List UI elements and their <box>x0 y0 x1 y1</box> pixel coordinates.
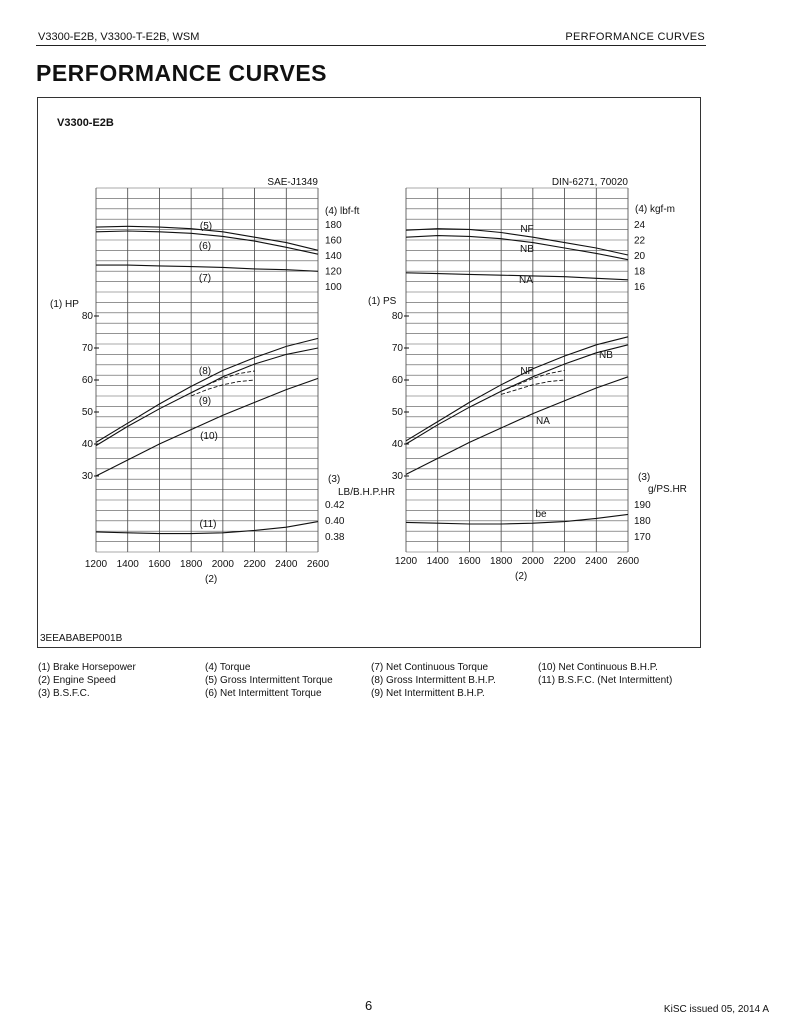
power-tick-label: 50 <box>391 407 403 418</box>
x-tick-label: 2400 <box>275 559 298 570</box>
series-line <box>406 273 628 280</box>
series-label: NF <box>520 224 534 235</box>
page-title: PERFORMANCE CURVES <box>36 60 327 86</box>
torque-tick-label: 160 <box>325 235 342 247</box>
torque-tick-label: 16 <box>634 282 646 293</box>
torque-axis-label: (4) kgf-m <box>635 204 675 215</box>
legend-item: (7) Net Continuous Torque <box>371 662 489 673</box>
bsfc-tick-label: 170 <box>634 532 651 543</box>
bsfc-tick-label: 0.40 <box>325 516 345 527</box>
legend-item: (3) B.S.F.C. <box>38 688 90 699</box>
series-label: (6) <box>198 241 212 252</box>
bsfc-axis-unit: g/PS.HR <box>648 484 687 495</box>
series-label: NB <box>520 244 534 255</box>
x-tick-label: 2600 <box>616 556 640 567</box>
torque-tick-label: 18 <box>634 266 646 278</box>
power-tick-label: 40 <box>391 439 403 450</box>
legend-item: (4) Torque <box>205 662 251 673</box>
x-tick-label: 2000 <box>521 556 544 567</box>
series-label: (5) <box>199 221 213 232</box>
bsfc-tick-label: 190 <box>634 500 651 511</box>
legend-item: (9) Net Intermittent B.H.P. <box>371 688 485 699</box>
power-tick-label: 30 <box>391 471 403 482</box>
x-tick-label: 2400 <box>585 556 608 567</box>
power-tick-label: 70 <box>81 343 93 354</box>
x-tick-label: 1600 <box>148 559 171 570</box>
series-label: NA <box>519 275 533 286</box>
bsfc-axis-label: (3) <box>328 474 341 485</box>
legend-item: (10) Net Continuous B.H.P. <box>538 662 658 673</box>
bsfc-tick-label: 180 <box>634 516 651 527</box>
series-line <box>406 514 628 524</box>
x-tick-label: 2600 <box>306 559 330 570</box>
issued-note: KiSC issued 05, 2014 A <box>663 1004 769 1015</box>
series-label: NF <box>520 366 534 377</box>
x-axis-label: (2) <box>205 574 218 585</box>
power-tick-label: 70 <box>391 343 403 354</box>
power-axis-label: (1) PS <box>368 296 397 307</box>
page-number: 6 <box>365 998 373 1013</box>
x-axis-label: (2) <box>515 571 528 582</box>
x-tick-label: 2000 <box>211 559 234 570</box>
power-tick-label: 80 <box>81 311 93 322</box>
header-section-title: PERFORMANCE CURVES <box>565 31 705 43</box>
series-line <box>96 265 318 271</box>
bsfc-tick-label: 0.42 <box>325 500 345 511</box>
chart-title: DIN-6271, 70020 <box>551 177 628 188</box>
series-line <box>406 345 628 444</box>
power-tick-label: 60 <box>391 375 403 386</box>
x-tick-label: 1200 <box>394 556 418 567</box>
x-tick-label: 2200 <box>553 556 576 567</box>
legend-item: (8) Gross Intermittent B.H.P. <box>371 675 496 686</box>
legend-item: (2) Engine Speed <box>38 675 116 686</box>
torque-tick-label: 24 <box>634 220 646 231</box>
x-tick-label: 1800 <box>490 556 513 567</box>
x-tick-label: 1200 <box>84 559 108 570</box>
power-tick-label: 50 <box>81 407 93 418</box>
series-label: (10) <box>200 431 218 442</box>
series-line <box>406 229 628 255</box>
bsfc-tick-label: 0.38 <box>325 532 345 543</box>
series-line <box>406 377 628 475</box>
torque-tick-label: 100 <box>325 282 342 293</box>
chart-title: SAE-J1349 <box>267 177 318 188</box>
torque-tick-label: 120 <box>325 266 342 278</box>
series-label: (7) <box>198 273 212 284</box>
power-tick-label: 40 <box>81 439 93 450</box>
power-tick-label: 80 <box>391 311 403 322</box>
power-tick-label: 60 <box>81 375 93 386</box>
series-label: (11) <box>199 519 217 530</box>
figure-title: V3300-E2B <box>57 117 114 129</box>
x-tick-label: 1400 <box>426 556 449 567</box>
legend-item: (11) B.S.F.C. (Net Intermittent) <box>538 675 673 686</box>
bsfc-axis-label: (3) <box>638 472 651 483</box>
torque-tick-label: 22 <box>634 235 646 247</box>
x-tick-label: 1400 <box>116 559 139 570</box>
torque-tick-label: 140 <box>325 251 342 262</box>
torque-tick-label: 180 <box>325 220 342 231</box>
legend-item: (1) Brake Horsepower <box>38 662 136 673</box>
legend-item: (6) Net Intermittent Torque <box>205 688 322 699</box>
figure-code: 3EEABABEP001B <box>40 633 123 644</box>
series-label: NA <box>536 416 550 427</box>
series-label: NB <box>599 350 613 361</box>
power-axis-label: (1) HP <box>50 299 79 310</box>
torque-axis-label: (4) lbf-ft <box>325 206 360 217</box>
legend-item: (5) Gross Intermittent Torque <box>205 675 333 686</box>
series-label: (9) <box>198 396 212 407</box>
x-tick-label: 1800 <box>180 559 203 570</box>
header-doc-title: V3300-E2B, V3300-T-E2B, WSM <box>38 31 200 43</box>
x-tick-label: 1600 <box>458 556 481 567</box>
x-tick-label: 2200 <box>243 559 266 570</box>
torque-tick-label: 20 <box>634 251 646 262</box>
power-tick-label: 30 <box>81 471 93 482</box>
series-label: (8) <box>198 366 212 377</box>
bsfc-axis-unit: LB/B.H.P.HR <box>338 487 396 498</box>
series-label: be <box>535 509 547 520</box>
